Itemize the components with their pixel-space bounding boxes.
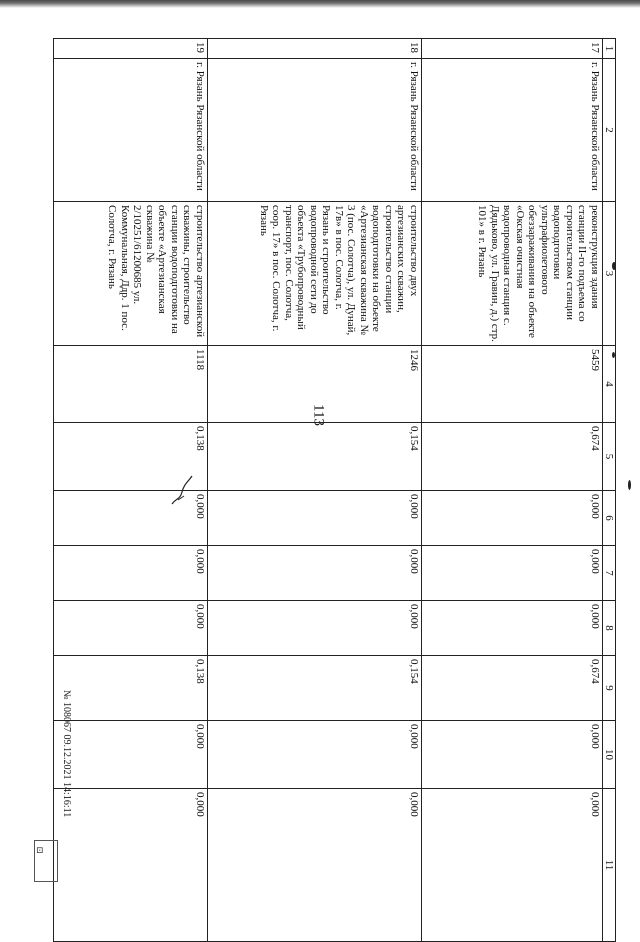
column-number: 11 [603,789,616,942]
data-table [53,38,616,942]
column-number: 9 [603,656,616,721]
scan-speck [612,262,616,270]
cell-col4: 1246 [208,346,422,423]
cell-col4: 1118 [54,346,208,423]
scan-edge [0,0,640,8]
column-number: 3 [603,202,616,346]
scan-speck [628,480,631,490]
column-number: 7 [603,546,616,601]
cell-col5: 0,674 [422,423,603,491]
row-description: строительство двух артезианских скважин, строительство станции водоподготовки на объекте «Артезианская скважина № 3 (пос. Солотча), ул. Дунай, 17в» в пос. Солотча, г. Рязань и строительство водопроводной сети до объекта «Трубопроводный транспорт, пос. Солотча, соор. 17» в пос. Солотча, г. Рязань [208,202,422,346]
page-number: 113 [310,404,327,426]
row-description: реконструкция здания станции II-го подъема со строительством станции водоподготовки ультрафиолетового обеззараживания на объекте «Окская очистная водопроводная станция с. Дядьково, ул. Гравин, д.) стр. 101» в г. Рязань [422,202,603,346]
cell-col4: 5459 [422,346,603,423]
cell-col5: 0,154 [208,423,422,491]
column-number: 2 [603,59,616,202]
row-number: 19 [54,39,208,59]
row-place: г. Рязань Рязанской области [422,59,603,202]
cell-col9: 0,674 [422,656,603,721]
cell-col8: 0,000 [208,601,422,656]
cell-col11: 0,000 [208,789,422,942]
table-row [422,39,603,942]
cell-col10: 0,000 [54,721,208,789]
column-number: 1 [603,39,616,59]
cell-col9: 0,154 [208,656,422,721]
cell-col7: 0,000 [422,546,603,601]
table-row [208,39,422,942]
cell-col11: 0,000 [54,789,208,942]
cell-col6: 0,000 [208,491,422,546]
cell-col8: 0,000 [422,601,603,656]
row-description: строительство артезианской скважины, строительство станции водоподготовки на объекте «Артезианская скважина № 2/10251/61200685 ул. Коммунальная, Ддр. 1 пос. Солотча, г. Рязань [54,202,208,346]
row-number: 18 [208,39,422,59]
column-number: 4 [603,346,616,423]
cell-col5: 0,138 [54,423,208,491]
cell-col10: 0,000 [208,721,422,789]
signature-mark-icon [168,470,198,510]
column-number: 8 [603,601,616,656]
stamp-seal-icon: ⊡ [36,845,44,855]
cell-col6: 0,000 [422,491,603,546]
column-number: 5 [603,423,616,491]
column-number-row [603,39,616,942]
document-registration-mark: № 108067 09.12.2021 14:16:11 [61,690,72,818]
column-number: 6 [603,491,616,546]
cell-col10: 0,000 [422,721,603,789]
cell-col6: 0,000 [54,491,208,546]
cell-col7: 0,000 [54,546,208,601]
rotated-table-container [53,38,616,901]
cell-col8: 0,000 [54,601,208,656]
scan-speck [612,352,615,358]
cell-col7: 0,000 [208,546,422,601]
cell-col11: 0,000 [422,789,603,942]
row-number: 17 [422,39,603,59]
cell-col9: 0,138 [54,656,208,721]
row-place: г. Рязань Рязанской области [208,59,422,202]
column-number: 10 [603,721,616,789]
row-place: г. Рязань Рязанской области [54,59,208,202]
